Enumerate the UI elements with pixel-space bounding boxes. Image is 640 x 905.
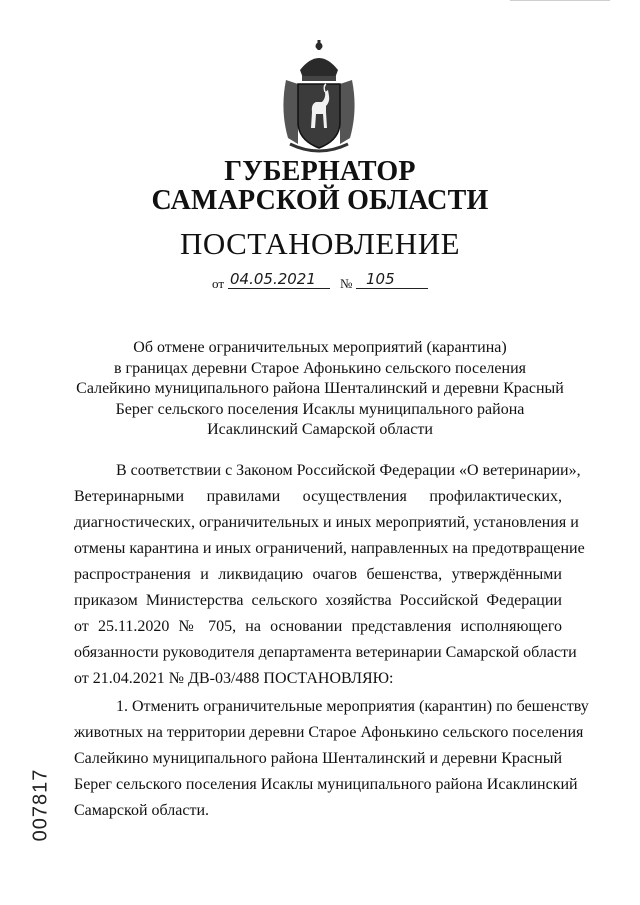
registration-stamp	[26, 770, 56, 840]
subject-line: в границах деревни Старое Афонькино сельского поселения	[114, 359, 526, 377]
date-label: от	[212, 276, 225, 291]
authority-title-line2: САМАРСКОЙ ОБЛАСТИ	[151, 185, 489, 216]
body-line: отмены карантина и иных ограничений, направленных на предотвращение	[74, 540, 585, 557]
body-line: В соответствии с Законом Российской Федерации «О ветеринарии»,	[116, 462, 581, 479]
body-line: Ветеринарными правилами осуществления профилактических,	[74, 488, 562, 505]
authority-title-line1: ГУБЕРНАТОР	[224, 156, 416, 187]
number-label: №	[340, 276, 353, 291]
scan-edge-mark	[510, 0, 610, 4]
stamp-number: 007817	[29, 768, 52, 842]
body-line: от 21.04.2021 № ДВ-03/488 ПОСТАНОВЛЯЮ:	[74, 670, 394, 687]
date-handwritten: 04.05.2021	[230, 270, 316, 288]
body-line: Самарской области.	[74, 802, 209, 819]
body-line: обязанности руководителя департамента ветеринарии Самарской области	[74, 644, 577, 661]
body-line: Салейкино муниципального района Шенталинский и деревни Красный	[74, 750, 562, 767]
date-underline	[228, 288, 330, 289]
body-line: приказом Министерства сельского хозяйства Российской Федерации	[74, 592, 562, 609]
body-line: животных на территории деревни Старое Афонькино сельского поселения	[74, 724, 584, 741]
subject-line: Исаклинский Самарской области	[207, 421, 433, 438]
samara-coat-of-arms-icon	[278, 40, 360, 154]
subject-line: Об отмене ограничительных мероприятий (карантина)	[133, 339, 507, 356]
subject-line: Берег сельского поселения Исаклы муниципального района	[115, 400, 525, 418]
body-line: распространения и ликвидацию очагов бешенства, утверждёнными	[74, 566, 562, 583]
document-type-title: ПОСТАНОВЛЕНИЕ	[179, 226, 461, 261]
body-line: от 25.11.2020 № 705, на основании представления исполняющего	[74, 618, 562, 635]
subject-line: Салейкино муниципального района Шенталинский и деревни Красный	[76, 380, 564, 397]
number-underline	[356, 288, 428, 289]
body-line: диагностических, ограничительных и иных мероприятий, установления и	[74, 514, 579, 531]
document-subject	[60, 338, 580, 441]
date-number-line	[212, 270, 442, 294]
body-line: 1. Отменить ограничительные мероприятия (карантин) по бешенству	[116, 698, 589, 715]
body-line: Берег сельского поселения Исаклы муниципального района Исаклинский	[74, 776, 578, 793]
number-handwritten: 105	[366, 270, 395, 288]
